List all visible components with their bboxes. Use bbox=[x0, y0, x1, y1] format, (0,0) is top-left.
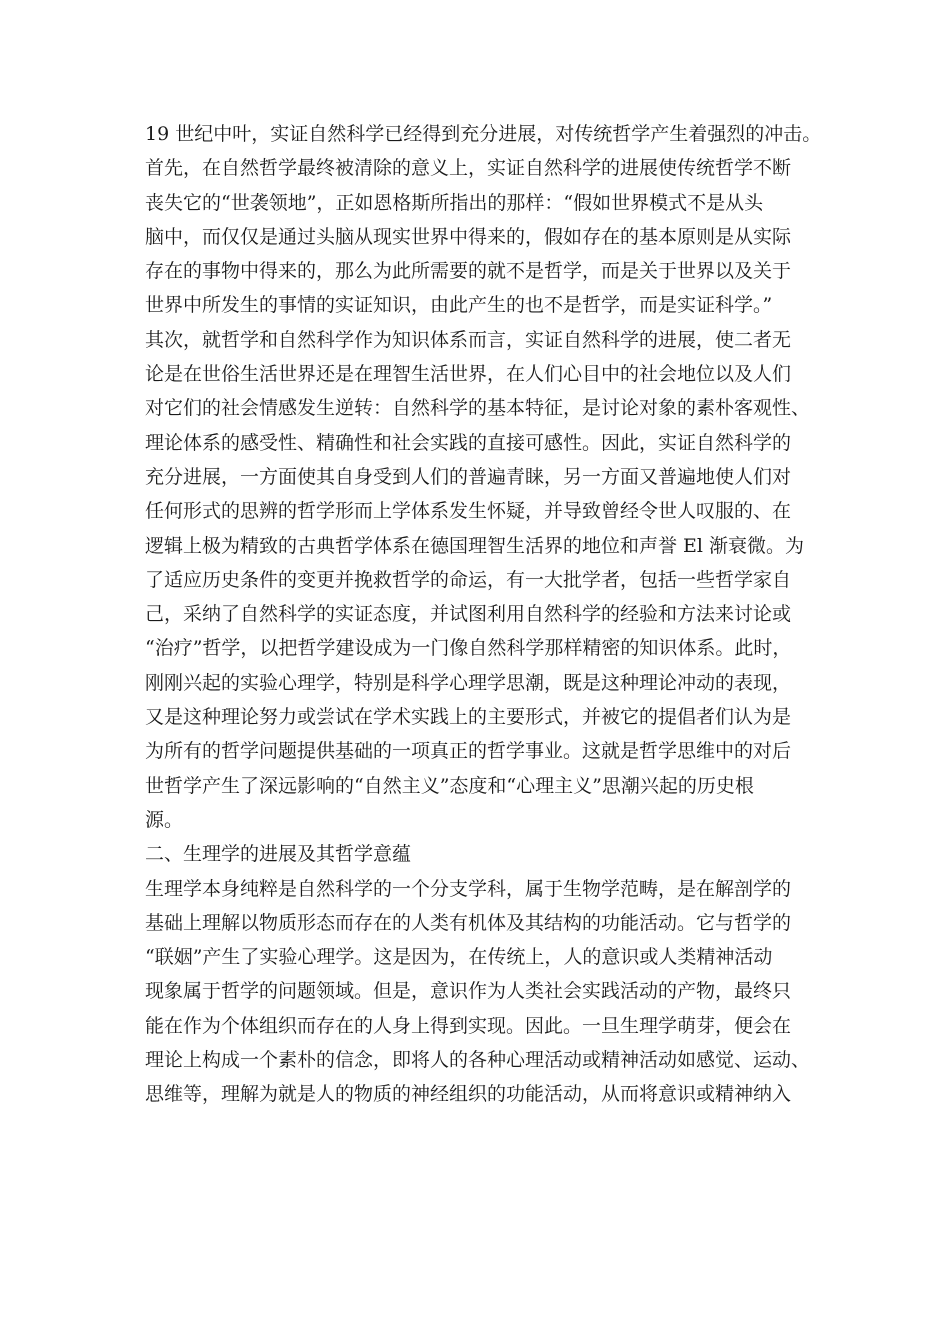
text-line: 逻辑上极为精致的古典哲学体系在德国理智生活界的地位和声誉 El 渐衰微。为 bbox=[145, 534, 805, 557]
text-line: 现象属于哲学的问题领域。但是，意识作为人类社会实践活动的产物，最终只 bbox=[145, 980, 792, 1003]
text-line: 脑中，而仅仅是通过头脑从现实世界中得来的，假如存在的基本原则是从实际 bbox=[145, 225, 792, 248]
text-line: 生理学本身纯粹是自然科学的一个分支学科，属于生物学范畴，是在解剖学的 bbox=[145, 877, 792, 900]
text-line: 理论上构成一个素朴的信念，即将人的各种心理活动或精神活动如感觉、运动、 bbox=[145, 1049, 811, 1072]
text-line: 任何形式的思辨的哲学形而上学体系发生怀疑，并导致曾经令世人叹服的、在 bbox=[145, 500, 792, 523]
text-line: 充分进展，一方面使其自身受到人们的普遍青睐，另一方面又普遍地使人们对 bbox=[145, 465, 792, 488]
text-line: 世界中所发生的事情的实证知识，由此产生的也不是哲学，而是实证科学。” bbox=[145, 294, 773, 317]
text-line: 19 世纪中叶，实证自然科学已经得到充分进展，对传统哲学产生着强烈的冲击。 bbox=[145, 123, 822, 145]
text-line: 存在的事物中得来的，那么为此所需要的就不是哲学，而是关于世界以及关于 bbox=[145, 260, 792, 283]
text-line: 能在作为个体组织而存在的人身上得到实现。因此。一旦生理学萌芽，便会在 bbox=[145, 1014, 792, 1037]
text-line: 对它们的社会情感发生逆转：自然科学的基本特征，是讨论对象的素朴客观性、 bbox=[145, 397, 811, 420]
text-line: 论是在世俗生活世界还是在理智生活世界，在人们心目中的社会地位以及人们 bbox=[145, 363, 792, 386]
body-text bbox=[145, 117, 825, 1112]
section-heading: 二、生理学的进展及其哲学意蕴 bbox=[145, 843, 412, 866]
text-line: 刚刚兴起的实验心理学，特别是科学心理学思潮，既是这种理论冲动的表现， bbox=[145, 671, 792, 694]
text-line: 又是这种理论努力或尝试在学术实践上的主要形式，并被它的提倡者们认为是 bbox=[145, 706, 792, 729]
text-line: 己，采纳了自然科学的实证态度，并试图利用自然科学的经验和方法来讨论或 bbox=[145, 603, 792, 626]
text-line: 了适应历史条件的变更并挽救哲学的命运，有一大批学者，包括一些哲学家自 bbox=[145, 568, 792, 591]
text-line: 其次，就哲学和自然科学作为知识体系而言，实证自然科学的进展，使二者无 bbox=[145, 328, 792, 351]
text-line: “联姻”产生了实验心理学。这是因为，在传统上，人的意识或人类精神活动 bbox=[145, 946, 773, 969]
text-line: 基础上理解以物质形态而存在的人类有机体及其结构的功能活动。它与哲学的 bbox=[145, 911, 792, 934]
text-line: 源。 bbox=[145, 808, 184, 831]
text-line: “治疗”哲学，以把哲学建设成为一门像自然科学那样精密的知识体系。此时， bbox=[145, 637, 792, 660]
text-line: 首先，在自然哲学最终被清除的意义上，实证自然科学的进展使传统哲学不断 bbox=[145, 157, 792, 180]
text-line: 为所有的哲学问题提供基础的一项真正的哲学事业。这就是哲学思维中的对后 bbox=[145, 740, 792, 763]
text-line: 世哲学产生了深远影响的“自然主义”态度和“心理主义”思潮兴起的历史根 bbox=[145, 774, 754, 797]
text-line: 思维等，理解为就是人的物质的神经组织的功能活动，从而将意识或精神纳入 bbox=[145, 1083, 792, 1106]
text-line: 丧失它的“世袭领地”，正如恩格斯所指出的那样：“假如世界模式不是从头 bbox=[145, 191, 764, 214]
text-line: 理论体系的感受性、精确性和社会实践的直接可感性。因此，实证自然科学的 bbox=[145, 431, 792, 454]
